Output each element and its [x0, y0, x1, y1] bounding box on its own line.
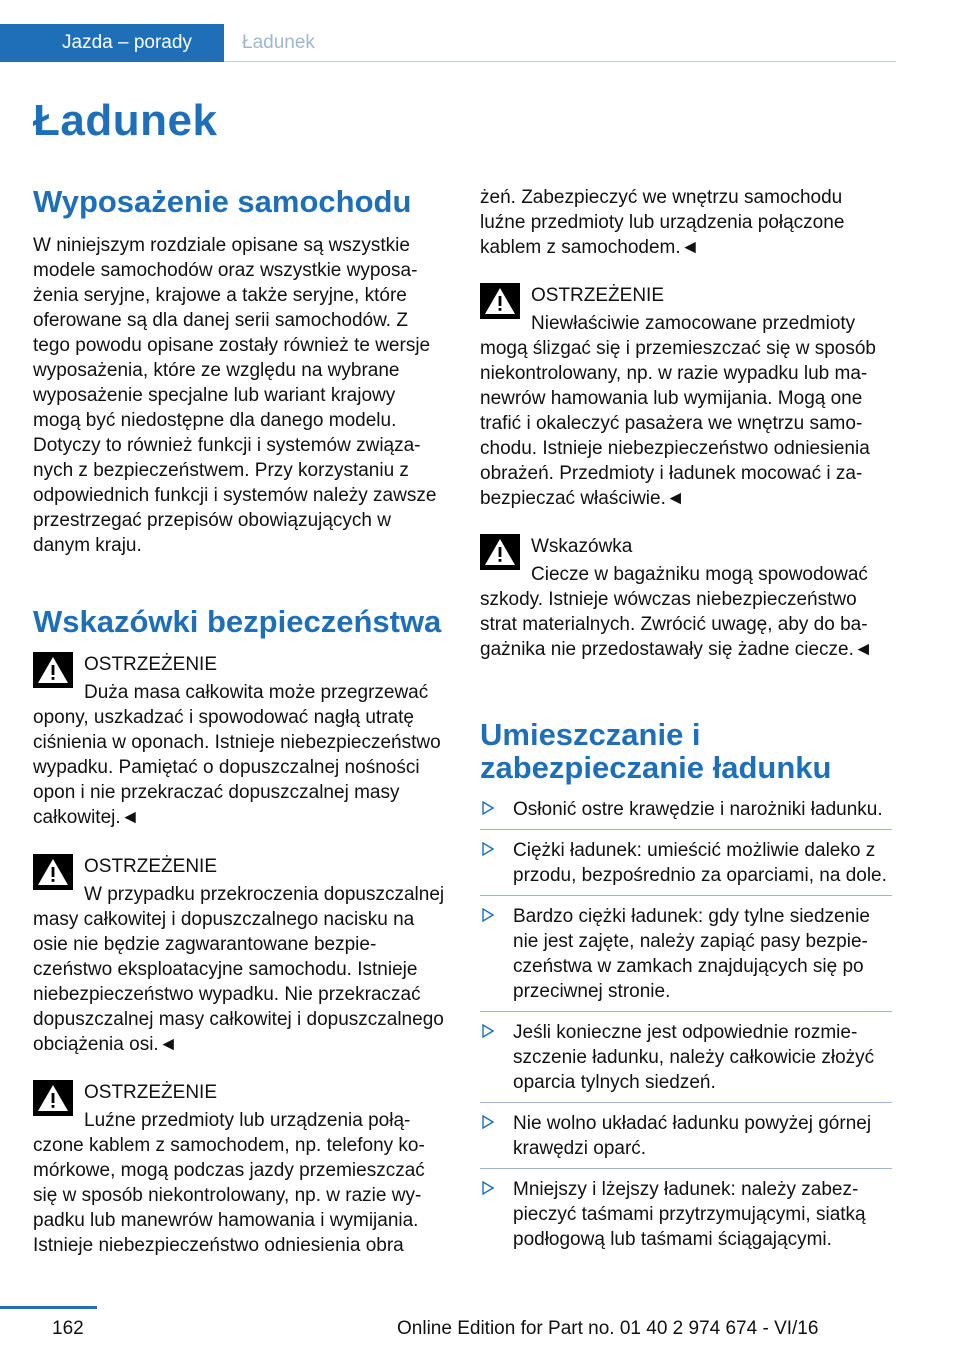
triangle-bullet-icon — [482, 842, 494, 856]
list-item-text: Ciężki ładunek: umieścić możliwie daleko z przodu, bezpośrednio za oparciami, na dole. — [513, 840, 887, 886]
triangle-bullet-icon — [482, 908, 494, 922]
page-header — [0, 0, 960, 62]
note-heading: Wskazówka — [531, 536, 633, 557]
triangle-bullet-icon — [482, 1181, 494, 1195]
warning-block — [33, 854, 445, 1064]
note-block — [480, 534, 892, 674]
heading-placing: Umieszczanie i zabezpieczanie ładunku — [480, 717, 832, 786]
list-divider — [480, 895, 892, 896]
list-item — [480, 838, 892, 888]
list-item-text: Jeśli konieczne jest odpowiednie rozmieszczenie ładunku, należy całkowicie złożyć oparcia tylnych siedzeń. — [513, 1022, 875, 1093]
note-text: Ciecze w bagażniku mogą spowodować szkody. Istnieje wówczas niebezpieczeństwo strat materialnych. Zwrócić uwagę, aby do bagażnika nie przedostawały się żadne ciecze.◄ — [480, 564, 873, 660]
footer-rule — [0, 1306, 97, 1309]
list-divider — [480, 1102, 892, 1103]
edition-text: Online Edition for Part no. 01 40 2 974 674 - VI/16 — [397, 1318, 819, 1339]
list-divider — [480, 1168, 892, 1169]
page-title: Ładunek — [33, 96, 218, 145]
warning-block — [33, 1080, 445, 1270]
triangle-bullet-icon — [482, 1115, 494, 1129]
header-subsection-tab[interactable]: Ładunek — [242, 32, 315, 53]
warning-block — [480, 283, 892, 513]
list-divider — [480, 829, 892, 830]
list-item — [480, 1111, 892, 1161]
warning-block — [33, 652, 445, 832]
warning-heading: OSTRZEŻENIE — [84, 1082, 218, 1103]
heading-equipment: Wyposażenie samochodu — [33, 184, 412, 219]
list-item-text: Osłonić ostre krawędzie i narożniki ładunku. — [513, 799, 883, 820]
warning-text: Niewłaściwie zamocowane przedmioty mogą ślizgać się i przemieszczać się w sposób niekontrolowany, np. w razie wypadku lub manewrów hamowania lub wymijania. Mogą one trafić i okaleczyć pasażera we wnętrzu samochodu. Istnieje niebezpieczeństwo odniesienia obrażeń. Przedmioty i ładunek mocować i zabezpieczać właściwie.◄ — [480, 313, 876, 509]
page-number: 162 — [52, 1318, 84, 1339]
triangle-bullet-icon — [482, 801, 494, 815]
heading-safety: Wskazówki bezpieczeństwa — [33, 604, 442, 639]
list-item-text: Bardzo ciężki ładunek: gdy tylne siedzenie nie jest zajęte, należy zapiąć pasy bezpieczeństwa w zamkach znajdujących się po przeciwnej stronie. — [513, 906, 870, 1002]
list-item-text: Mniejszy i lżejszy ładunek: należy zabezpieczyć taśmami przytrzymującymi, siatką podłogową lub taśmami ściągającymi. — [513, 1179, 866, 1250]
equipment-paragraph: W niniejszym rozdziale opisane są wszystkie modele samochodów oraz wszystkie wyposażenia seryjne, krajowe a także seryjne, które oferowane są dla danej serii samochodów. Z tego powodu opisane zostały również te wersje wyposażenia, które ze względu na wybrane wyposażenie specjalne lub wariant krajowy mogą być niedostępne dla danego modelu. Dotyczy to również funkcji i systemów związanych z bezpieczeństwem. Przy korzystaniu z odpowiednich funkcji i systemów należy zawsze przestrzegać przepisów obowiązujących w danym kraju. — [33, 235, 437, 556]
warning-heading: OSTRZEŻENIE — [531, 285, 665, 306]
header-rule — [224, 61, 896, 62]
list-divider — [480, 1011, 892, 1012]
list-item — [480, 1177, 892, 1252]
continued-paragraph: żeń. Zabezpieczyć we wnętrzu samochodu luźne przedmioty lub urządzenia połączone kablem z samochodem.◄ — [480, 187, 845, 258]
triangle-bullet-icon — [482, 1024, 494, 1038]
warning-text: Duża masa całkowita może przegrzewać opony, uszkadzać i spowodować nagłą utratę ciśnienia w oponach. Istnieje niebezpieczeństwo wypadku. Pamiętać o dopuszczalnej nośności opon i nie przekraczać dopuszczalnej masy całkowitej.◄ — [33, 682, 441, 828]
list-item — [480, 797, 892, 822]
header-section-tab[interactable]: Jazda – porady — [0, 24, 224, 62]
cargo-list — [480, 797, 892, 1252]
warning-heading: OSTRZEŻENIE — [84, 856, 218, 877]
list-item-text: Nie wolno układać ładunku powyżej górnej krawędzi oparć. — [513, 1113, 872, 1159]
warning-text: Luźne przedmioty lub urządzenia połączone kablem z samochodem, np. telefony komórkowe, mogą podczas jazdy przemieszczać się w sposób niekontrolowany, np. w razie wypadku lub manewrów hamowania i wymijania. Istnieje niebezpieczeństwo odniesienia obra — [33, 1110, 425, 1256]
list-item — [480, 1020, 892, 1095]
list-item — [480, 904, 892, 1004]
warning-text: W przypadku przekroczenia dopuszczalnej masy całkowitej i dopuszczalnego nacisku na osie nie będzie zagwarantowane bezpieczeństwo eksploatacyjne samochodu. Istnieje niebezpieczeństwo wypadku. Nie przekraczać dopuszczalnej masy całkowitej i dopuszczalnego obciążenia osi.◄ — [33, 884, 445, 1055]
warning-heading: OSTRZEŻENIE — [84, 654, 218, 675]
